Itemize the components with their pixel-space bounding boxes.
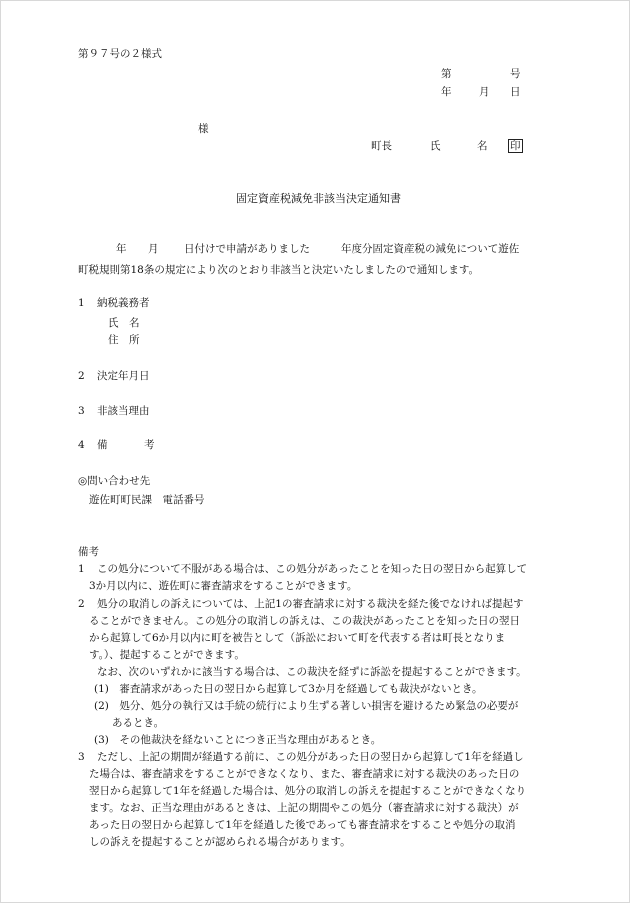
body-line2: 町税規則第18条の規定により次のとおり非該当と決定いたしましたので通知します。 [78, 264, 480, 276]
note3-line6: しの訴えを提起することが認められる場合があります。 [89, 836, 351, 848]
note2-number: 2 [78, 598, 85, 610]
item1-address-ju: 住 [108, 334, 119, 346]
note3-line5: あった日の翌日から起算して1年を経過した後であっても審査請求をすることや処分の取消 [89, 819, 516, 831]
item3-label: 非該当理由 [97, 405, 150, 417]
note3-line4: ます。なお、正当な理由があるときは、上記の期間やこの処分（審査請求に対する裁決）が [89, 802, 519, 814]
note3-line2: た場合は、審査請求をすることができなくなり、また、審査請求に対する裁決のあった日の [89, 768, 520, 780]
date-day: 日 [510, 86, 521, 98]
number-dai: 第 [441, 68, 452, 80]
seal-mark [508, 139, 523, 153]
note2-line4: す。）、提起することができます。 [89, 649, 245, 661]
note3-line3: 翌日から起算して1年を経過した場合は、処分の取消しの訴えを提起することができなくなり [89, 785, 527, 797]
contact-label: ◎問い合わせ先 [78, 475, 151, 487]
note2-line2: ることができません。この処分の取消しの訴えは、この裁決があったことを知った日の翌日 [89, 615, 521, 627]
note1-line2: 3か月以内に、遊佐町に審査請求をすることができます。 [89, 580, 358, 592]
item1-address-sho: 所 [129, 334, 140, 346]
note2-sub1: (1) 審査請求があった日の翌日から起算して3か月を経過しても裁決がないとき。 [94, 683, 483, 695]
item1-name-mei: 名 [129, 317, 140, 329]
note1-line1: この処分について不服がある場合は、この処分があったことを知った日の翌日から起算して [97, 563, 528, 575]
document-title: 固定資産税減免非該当決定通知書 [236, 192, 401, 205]
sender-name-shi: 氏 [430, 140, 441, 152]
notes-heading: 備考 [78, 546, 99, 558]
item3-number: 3 [78, 405, 85, 417]
item1-label: 納税義務者 [97, 297, 150, 309]
item4-label-bi: 備 [97, 439, 108, 451]
note1-number: 1 [78, 563, 85, 575]
note2-sub2-line2: あるとき。 [112, 717, 165, 729]
item4-label-ko: 考 [144, 439, 155, 451]
number-go: 号 [510, 68, 521, 80]
seal-text: 印 [510, 140, 521, 152]
item1-name-shi: 氏 [108, 317, 119, 329]
item4-number: 4 [78, 439, 85, 451]
date-month: 月 [479, 86, 490, 98]
addressee-sama: 様 [198, 123, 209, 135]
note3-number: 3 [78, 751, 85, 763]
contact-detail: 遊佐町町民課 電話番号 [89, 494, 205, 506]
note2-sub3: (3) その他裁決を経ないことにつき正当な理由があるとき。 [94, 734, 382, 746]
date-year: 年 [441, 86, 452, 98]
note2-sub2-line1: (2) 処分、処分の執行又は手続の続行により生ずる著しい損害を避けるため緊急の必要が [94, 700, 519, 712]
body-line1-nendo: 年度分固定資産税の減免について遊佐 [341, 243, 520, 255]
body-line1-text: 日付けで申請がありました [184, 243, 310, 255]
item2-number: 2 [78, 370, 85, 382]
note3-line1: ただし、上記の期間が経過する前に、この処分があった日の翌日から起算して1年を経過し [97, 751, 524, 763]
form-number: 第９７号の２様式 [78, 48, 162, 60]
body-year: 年 [116, 243, 127, 255]
item1-number: 1 [78, 297, 85, 309]
sender-title: 町長 [371, 140, 392, 152]
body-month: 月 [148, 243, 159, 255]
note2-line3: から起算して6か月以内に町を被告として（訴訟において町を代表する者は町長となりま [89, 632, 506, 644]
note2-line1: 処分の取消しの訴えについては、上記1の審査請求に対する裁決を経た後でなければ提起す [97, 598, 524, 610]
item2-label: 決定年月日 [97, 370, 150, 382]
sender-name-mei: 名 [477, 140, 488, 152]
note2-line5: なお、次のいずれかに該当する場合は、この裁決を経ずに訴訟を提起することができます。 [97, 666, 527, 678]
